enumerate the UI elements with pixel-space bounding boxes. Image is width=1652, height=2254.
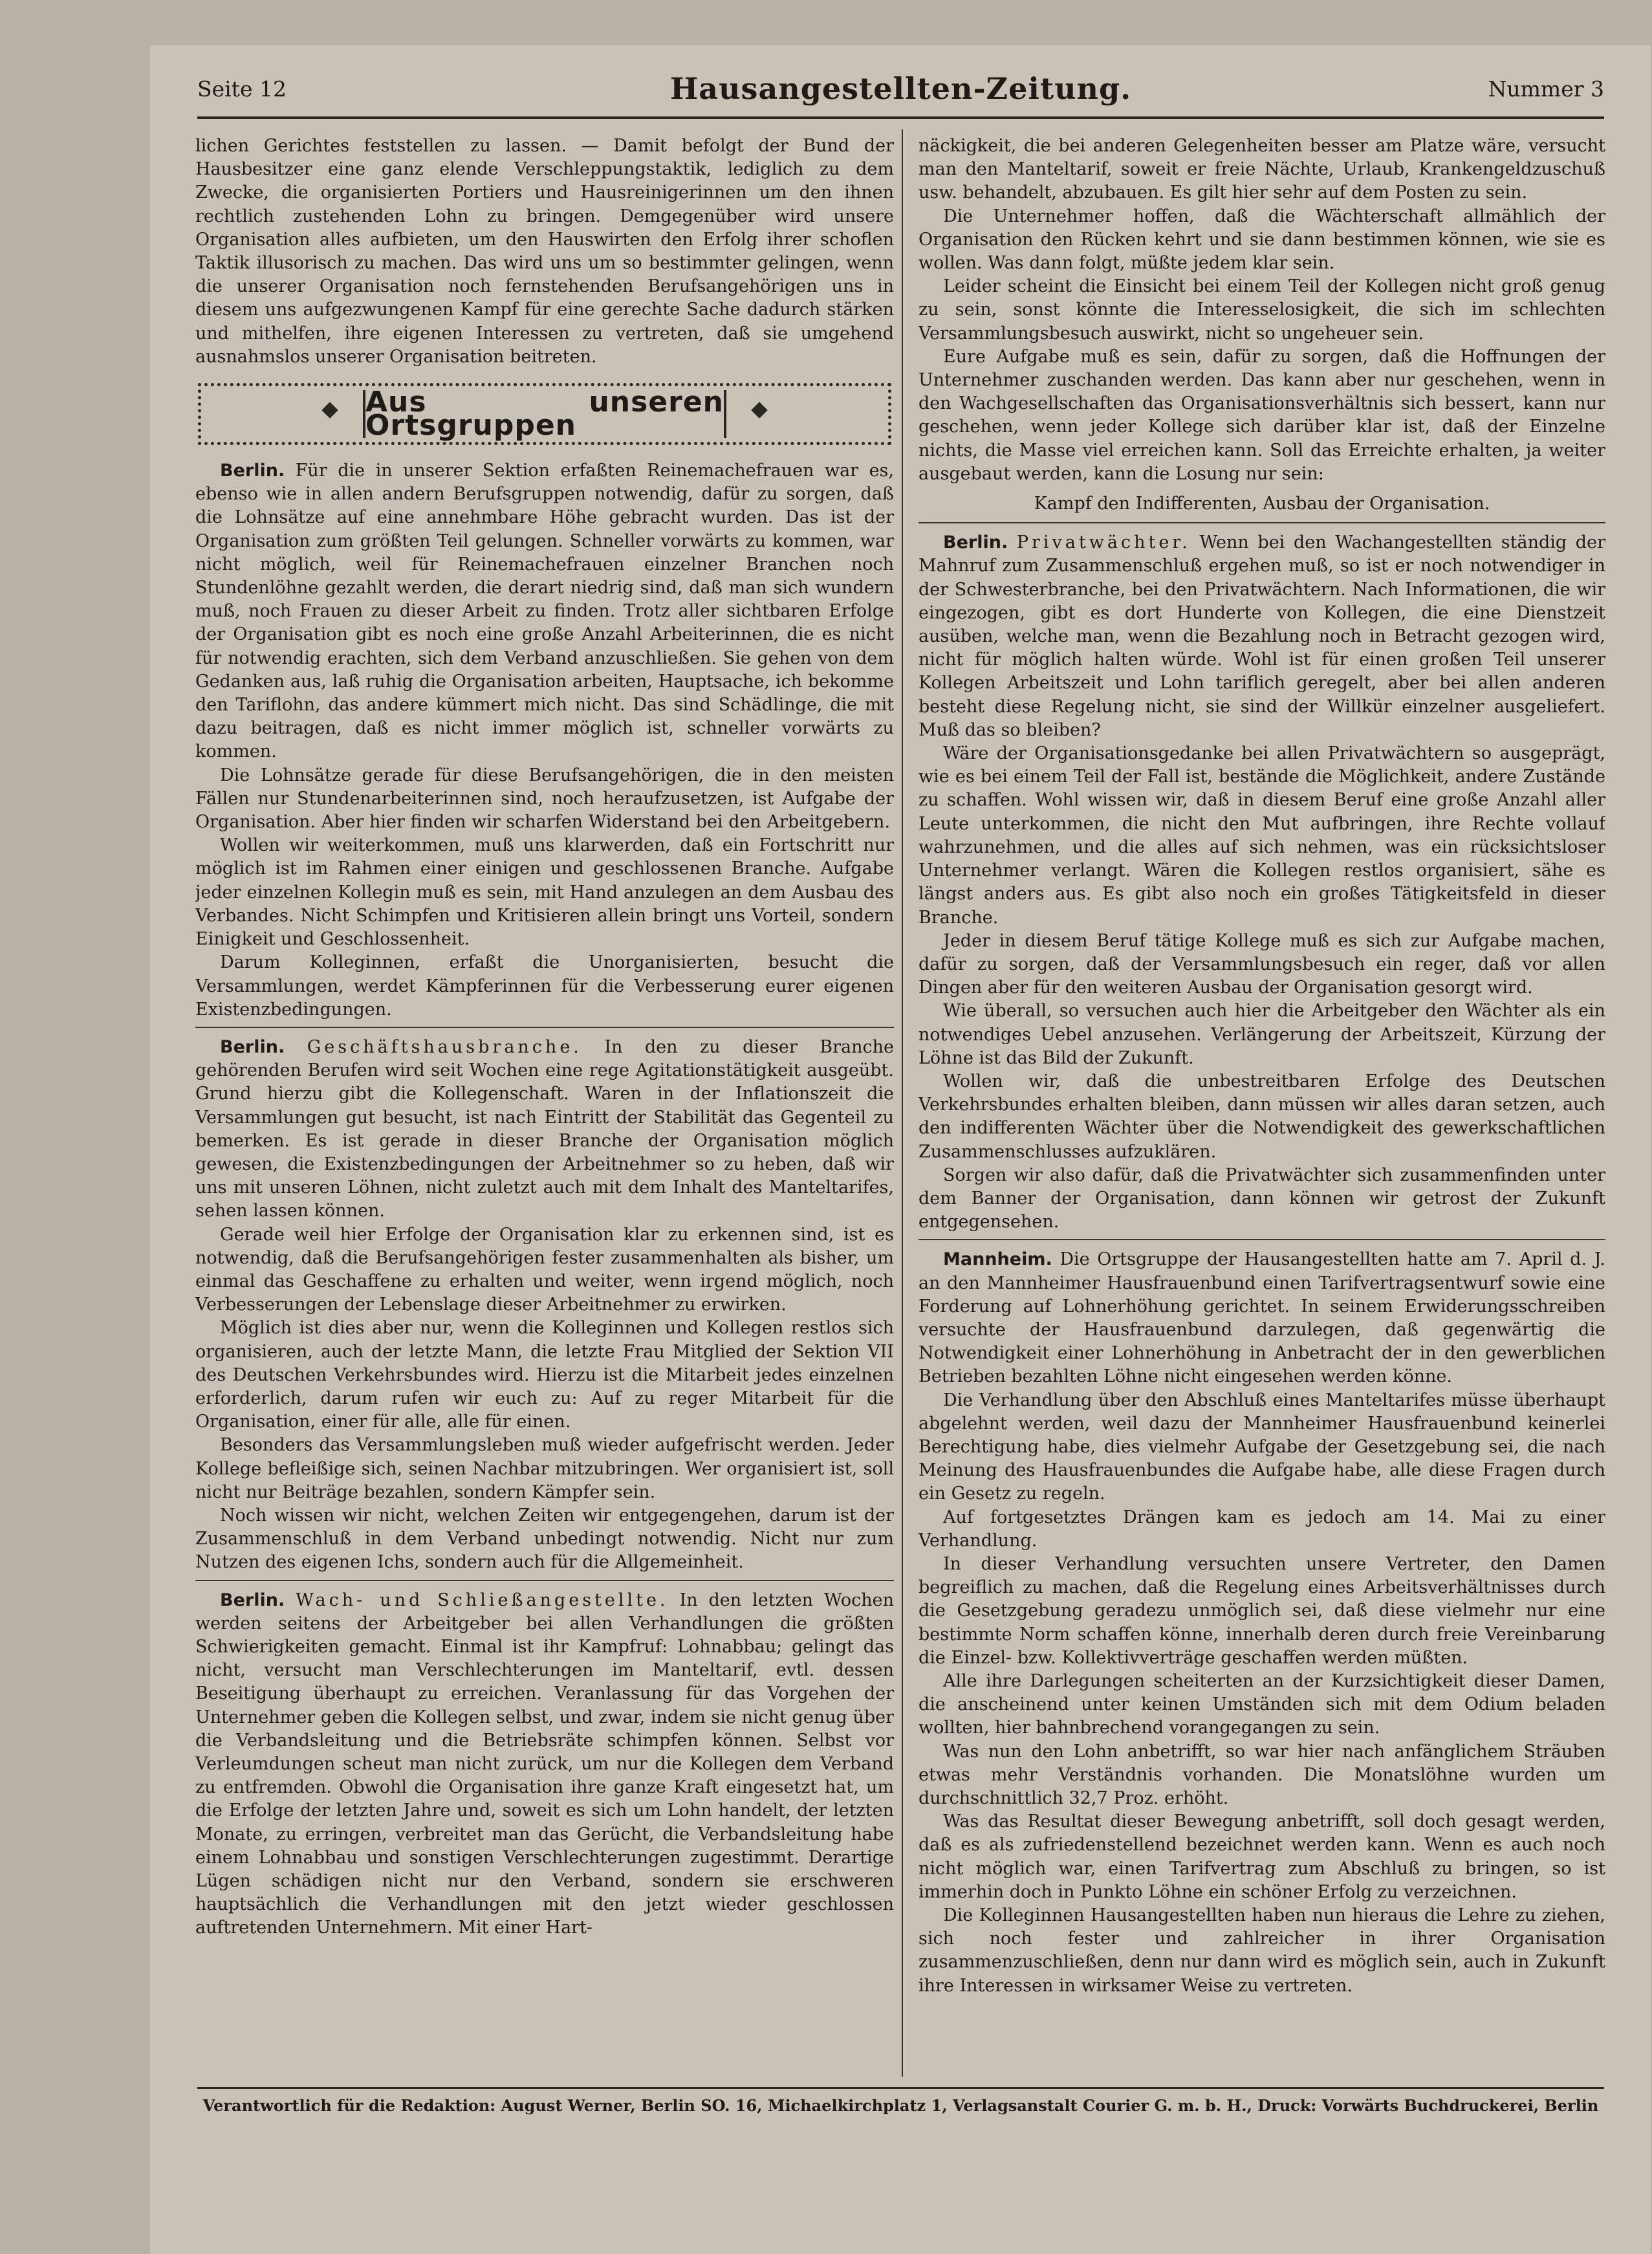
- city-label: Berlin.: [220, 1036, 285, 1057]
- slogan: Kampf den Indifferenten, Ausbau der Organisation.: [1034, 494, 1490, 514]
- report-paragraph: Wie überall, so versuchen auch hier die Arbeitgeber den Wächter als ein notwendiges Uebel anzusehen. Verlängerung der Arbeitszeit, Kürzung der Löhne ist das Bild der Zukunft.: [918, 1001, 1605, 1068]
- right-column: [918, 135, 1605, 2075]
- report-paragraph: näckigkeit, die bei anderen Gelegenheiten besser am Platze wäre, versucht man den Manteltarif, soweit er freie Nächte, Urlaub, Krankengeldzuschuß usw. behandelt, abzubauen. Es gilt hier sehr auf dem Posten zu sein.: [918, 136, 1605, 203]
- report-paragraph: Die Unternehmer hoffen, daß die Wächterschaft allmählich der Organisation den Rücken kehrt und sie dann bestimmen können, wie sie es wollen. Was dann folgt, müßte jedem klar sein.: [918, 206, 1605, 274]
- city-label: Berlin.: [943, 532, 1008, 553]
- report-paragraph: Berlin. Geschäftshausbranche. In den zu dieser Branche gehörenden Berufen wird seit Wochen eine rege Agitationstätigkeit ausgeübt. Grund hierzu gibt die Kollegenschaft. Waren in der Inflationszeit die Versammlungen gut besucht, ist nach Eintritt der Stabilität das Gegenteil zu bemerken. Es ist gerade in dieser Branche der Organisation möglich gewesen, die Existenzbedingungen der Arbeitnehmer so zu heben, daß wir uns mit unseren Löhnen, nicht zuletzt auch mit dem Inhalt des Manteltarifes, sehen lassen können.: [195, 1036, 894, 1221]
- report-paragraph: Möglich ist dies aber nur, wenn die Kolleginnen und Kollegen restlos sich organisieren, auch der letzte Mann, die letzte Frau Mitglied der Sektion VII des Deutschen Verkehrsbundes wird. Hierzu ist die Mitarbeit jedes einzelnen erforderlich, darum rufen wir euch zu: Auf zu reger Mitarbeit für die Organisation, einer für alle, alle für einen.: [195, 1318, 894, 1432]
- branch-label: Geschäftshausbranche.: [307, 1036, 582, 1057]
- issue-number: Nummer 3: [1488, 76, 1604, 102]
- report-paragraph: Berlin. Wach- und Schließangestellte. In den letzten Wochen werden seitens der Arbeitgeber bei allen Verhandlungen die größten Schwierigkeiten gemacht. Einmal ist ihr Kampfruf: Lohnabbau; gelingt das nicht, versucht man Verschlechterungen im Manteltarif, evtl. dessen Beseitigung überhaupt zu erreichen. Veranlassung für das Vorgehen der Unternehmer geben die Kollegen selbst, und zwar, indem sie nicht genug über die Verbandsleitung und die Betriebsräte schimpfen können. Selbst vor Verleumdungen scheut man nicht zurück, um nur die Kollegen dem Verband zu entfremden. Obwohl die Organisation ihre ganze Kraft eingesetzt hat, um die Erfolge der letzten Jahre und, soweit es sich um Lohn handelt, der letzten Monate, zu erringen, verbreitet man das Gerücht, die Verbandsleitung habe einem Lohnabbau und sonstigen Verschlechterungen zugestimmt. Derartige Lügen schädigen nicht nur den Verband, sondern sie erschweren hauptsächlich die Verhandlungen mit den jetzt wieder geschlossen auftretenden Unternehmern. Mit einer Hart-: [195, 1590, 894, 1938]
- report-paragraph: Wollen wir, daß die unbestreitbaren Erfolge des Deutschen Verkehrsbundes erhalten bleiben, dann müssen wir alles daran setzen, auch den indifferenten Wächter über die Notwendigkeit des gewerkschaftlichen Zusammenschlusses aufzuklären.: [918, 1071, 1605, 1162]
- section-banner-box: [363, 385, 726, 443]
- section-divider: [195, 1580, 894, 1581]
- newspaper-title: Hausangestellten-Zeitung.: [669, 71, 1132, 106]
- report-paragraph: Jeder in diesem Beruf tätige Kollege muß es sich zur Aufgabe machen, dafür zu sorgen, daß der Versammlungsbesuch ein reger, daß vor allen Dingen aber für den weiteren Ausbau der Organisation gesorgt wird.: [918, 930, 1605, 998]
- article-paragraph: lichen Gerichtes feststellen zu lassen. — Damit befolgt der Bund der Hausbesitzer eine ganz elende Verschleppungstaktik, lediglich zu dem Zwecke, die organisierten Portiers und Hausreinigerinnen um den ihnen rechtlich zustehenden Lohn zu bringen. Demgegenüber wird unsere Organisation alles aufbieten, um den Hauswirten den Erfolg ihrer schoflen Taktik illusorisch zu machen. Das wird uns um so bestimmter gelingen, wenn die unserer Organisation noch fernstehenden Berufsangehörigen uns in diesem uns aufgezwungenen Kampf für eine gerechte Sache dadurch stärken und mithelfen, ihre eigenen Interessen zu vertreten, daß sie umgehend ausnahmslos unserer Organisation beitreten.: [195, 136, 894, 367]
- city-label: Berlin.: [220, 461, 285, 481]
- report-paragraph: Noch wissen wir nicht, welchen Zeiten wir entgegengehen, darum ist der Zusammenschluß in dem Verband unbedingt notwendig. Nicht nur zum Nutzen des eigenen Ichs, sondern auch für die Allgemeinheit.: [195, 1505, 894, 1573]
- report-paragraph: Berlin. Für die in unserer Sektion erfaßten Reinemachefrauen war es, ebenso wie in allen andern Berufsgruppen notwendig, dafür zu sorgen, daß die Lohnsätze auf eine annehmbare Höhe gebracht wurden. Das ist der Organisation zum größten Teil gelungen. Schneller vorwärts zu kommen, war nicht möglich, weil für Reinemachefrauen einzelner Branchen noch Stundenlöhne gezahlt werden, die derart niedrig sind, daß man sich wundern muß, noch Frauen zu dieser Arbeit zu finden. Trotz aller sichtbaren Erfolge der Organisation gibt es noch eine große Anzahl Arbeiterinnen, die es nicht für notwendig erachten, sich dem Verband anzuschließen. Sie gehen von dem Gedanken aus, laß ruhig die Organisation arbeiten, Hauptsache, ich bekomme den Tariflohn, das andere kümmert mich nicht. Das sind Schädlinge, die mit dazu beitragen, daß es nicht immer möglich ist, schneller vorwärts zu kommen.: [195, 461, 894, 762]
- left-column: [195, 135, 894, 2075]
- report-paragraph: Die Kolleginnen Hausangestellten haben nun hieraus die Lehre zu ziehen, sich noch fester und zahlreicher in ihrer Organisation zusammenzuschließen, denn nur dann wird es möglich sein, auch in Zukunft ihre Interessen in wirksamer Weise zu vertreten.: [918, 1905, 1605, 1996]
- report-paragraph: Die Lohnsätze gerade für diese Berufsangehörigen, die in den meisten Fällen nur Stundenarbeiterinnen sind, noch heraufzusetzen, ist Aufgabe der Organisation. Aber hier finden wir scharfen Widerstand bei den Arbeitgebern.: [195, 765, 894, 833]
- header-rule: [197, 116, 1604, 119]
- report-paragraph: Auf fortgesetztes Drängen kam es jedoch am 14. Mai zu einer Verhandlung.: [918, 1507, 1605, 1551]
- report-paragraph: Besonders das Versammlungsleben muß wieder aufgefrischt werden. Jeder Kollege befleißige sich, seinen Nachbar mitzubringen. Wer organisiert ist, soll nicht nur Beiträge bezahlen, sondern Kämpfer sein.: [195, 1435, 894, 1502]
- report-paragraph: Mannheim. Die Ortsgruppe der Hausangestellten hatte am 7. April d. J. an den Mannheimer Hausfrauenbund einen Tarifvertragsentwurf sowie eine Forderung auf Lohnerhöhung gerichtet. In seinem Erwiderungsschreiben versuchte der Hausfrauenbund darzulegen, daß gegenwärtig die Notwendigkeit einer Lohnerhöhung in Anbetracht der in den gewerblichen Betrieben bezahlten Löhne nicht eingesehen werden könne.: [918, 1249, 1605, 1387]
- section-divider: [918, 522, 1605, 523]
- page-header: [197, 71, 1604, 115]
- report-paragraph: Eure Aufgabe muß es sein, dafür zu sorgen, daß die Hoffnungen der Unternehmer zuschanden werden. Das kann aber nur geschehen, wenn in den Wachgesellschaften das Organisationsverhältnis sich bessert, kann nur geschehen, wenn jeder Kollege sich darüber klar ist, daß der Einzelne nichts, die Masse viel erreichen kann. Soll das Erreichte erhalten, ja weiter ausgebaut werden, kann die Losung nur sein:: [918, 346, 1605, 484]
- imprint: Verantwortlich für die Redaktion: August Werner, Berlin SO. 16, Michaelkirchplatz 1, Verlagsanstalt Courier G. m. b. H., Druck: Vorwärts Buchdruckerei, Berlin: [202, 2096, 1599, 2115]
- diamond-ornament-icon: [321, 402, 338, 418]
- section-title: Aus unseren Ortsgruppen: [365, 385, 724, 443]
- section-banner: [198, 383, 891, 445]
- report-paragraph: Was nun den Lohn anbetrifft, so war hier nach anfänglichem Sträuben etwas mehr Verständnis vorhanden. Die Monatslöhne wurden um durchschnittlich 32,7 Proz. erhöht.: [918, 1741, 1605, 1809]
- column-divider: [902, 129, 903, 2077]
- city-label: Mannheim.: [943, 1249, 1052, 1270]
- report-paragraph: Leider scheint die Einsicht bei einem Teil der Kollegen nicht groß genug zu sein, sonst könnte die Interesselosigkeit, die sich im schlechten Versammlungsbesuch auswirkt, nicht so ungeheuer sein.: [918, 276, 1605, 344]
- page-number: Seite 12: [197, 76, 287, 102]
- section-divider: [918, 1239, 1605, 1240]
- report-paragraph: Berlin. Privatwächter. Wenn bei den Wachangestellten ständig der Mahnruf zum Zusammenschluß ergehen muß, so ist er noch notwendiger in der Schwesterbranche, bei den Privatwächtern. Nach Informationen, die wir eingezogen, gibt es dort Hunderte von Kollegen, die eine Dienstzeit ausüben, welche man, wenn die Bezahlung noch in Betracht gezogen wird, nicht für möglich halten würde. Wohl ist für einen großen Teil unserer Kollegen Arbeitszeit und Lohn tariflich geregelt, aber bei allen anderen besteht diese Regelung nicht, sie sind der Willkür einzelner ausgeliefert. Muß das so bleiben?: [918, 532, 1605, 740]
- report-paragraph: Sorgen wir also dafür, daß die Privatwächter sich zusammenfinden unter dem Banner der Organisation, dann können wir getrost der Zukunft entgegensehen.: [918, 1165, 1605, 1232]
- report-paragraph: Was das Resultat dieser Bewegung anbetrifft, soll doch gesagt werden, daß es als zufriedenstellend bezeichnet werden kann. Wenn es auch noch nicht möglich war, einen Tarifvertrag zum Abschluß zu bringen, so ist immerhin doch in Punkto Löhne ein schöner Erfolg zu verzeichnen.: [918, 1811, 1605, 1902]
- report-paragraph: Die Verhandlung über den Abschluß eines Manteltarifes müsse überhaupt abgelehnt werden, weil dazu der Mannheimer Hausfrauenbund keinerlei Berechtigung habe, dies vielmehr Aufgabe der Gesetzgebung sei, die nach Meinung des Hausfrauenbundes die Aufgabe habe, alle diese Fragen durch ein Gesetz zu regeln.: [918, 1390, 1605, 1504]
- report-paragraph: Alle ihre Darlegungen scheiterten an der Kurzsichtigkeit dieser Damen, die anscheinend unter keinen Umständen sich mit dem Odium beladen wollten, hier bahnbrechend vorangegangen zu sein.: [918, 1671, 1605, 1738]
- report-paragraph: In dieser Verhandlung versuchten unsere Vertreter, den Damen begreiflich zu machen, daß die Regelung eines Arbeitsverhältnisses durch die Gesetzgebung geradezu unmöglich sei, daß diese vielmehr nur eine bestimmte Norm schaffen könne, innerhalb deren durch freie Vereinbarung die Einzel- bzw. Kollektivverträge geschaffen werden müßten.: [918, 1553, 1605, 1668]
- branch-label: Wach- und Schließangestellte.: [296, 1590, 669, 1610]
- report-paragraph: Darum Kolleginnen, erfaßt die Unorganisierten, besucht die Versammlungen, werdet Kämpferinnen für die Verbesserung eurer eigenen Existenzbedingungen.: [195, 952, 894, 1020]
- report-paragraph: Gerade weil hier Erfolge der Organisation klar zu erkennen sind, ist es notwendig, daß die Berufsangehörigen fester zusammenhalten als bisher, um einmal das Geschaffene zu erhalten und weiter, wenn irgend möglich, noch Verbesserungen der Lebenslage dieser Arbeitnehmer zu erwirken.: [195, 1224, 894, 1315]
- diamond-ornament-icon: [751, 402, 767, 418]
- report-paragraph: Wollen wir weiterkommen, muß uns klarwerden, daß ein Fortschritt nur möglich ist im Rahmen einer einigen und geschlossenen Branche. Aufgabe jeder einzelnen Kollegin muß es sein, mit Hand anzulegen an dem Ausbau des Verbandes. Nicht Schimpfen und Kritisieren allein bringt uns Vorteil, sondern Einigkeit und Geschlossenheit.: [195, 835, 894, 950]
- branch-label: Privatwächter.: [1016, 532, 1191, 553]
- city-label: Berlin.: [220, 1590, 285, 1610]
- section-divider: [195, 1027, 894, 1028]
- footer-rule: [197, 2087, 1604, 2089]
- report-paragraph: Wäre der Organisationsgedanke bei allen Privatwächtern so ausgeprägt, wie es bei einem Teil der Fall ist, bestände die Möglichkeit, andere Zustände zu schaffen. Wohl wissen wir, daß in diesem Beruf eine große Anzahl aller Leute unterkommen, die nicht den Mut aufbringen, ihre Rechte vollauf wahrzunehmen, und die alles auf sich nehmen, was ein rücksichtsloser Unternehmer verlangt. Wären die Kollegen restlos organisiert, sähe es längst anders aus. Es gibt also noch ein großes Tätigkeitsfeld in dieser Branche.: [918, 743, 1605, 928]
